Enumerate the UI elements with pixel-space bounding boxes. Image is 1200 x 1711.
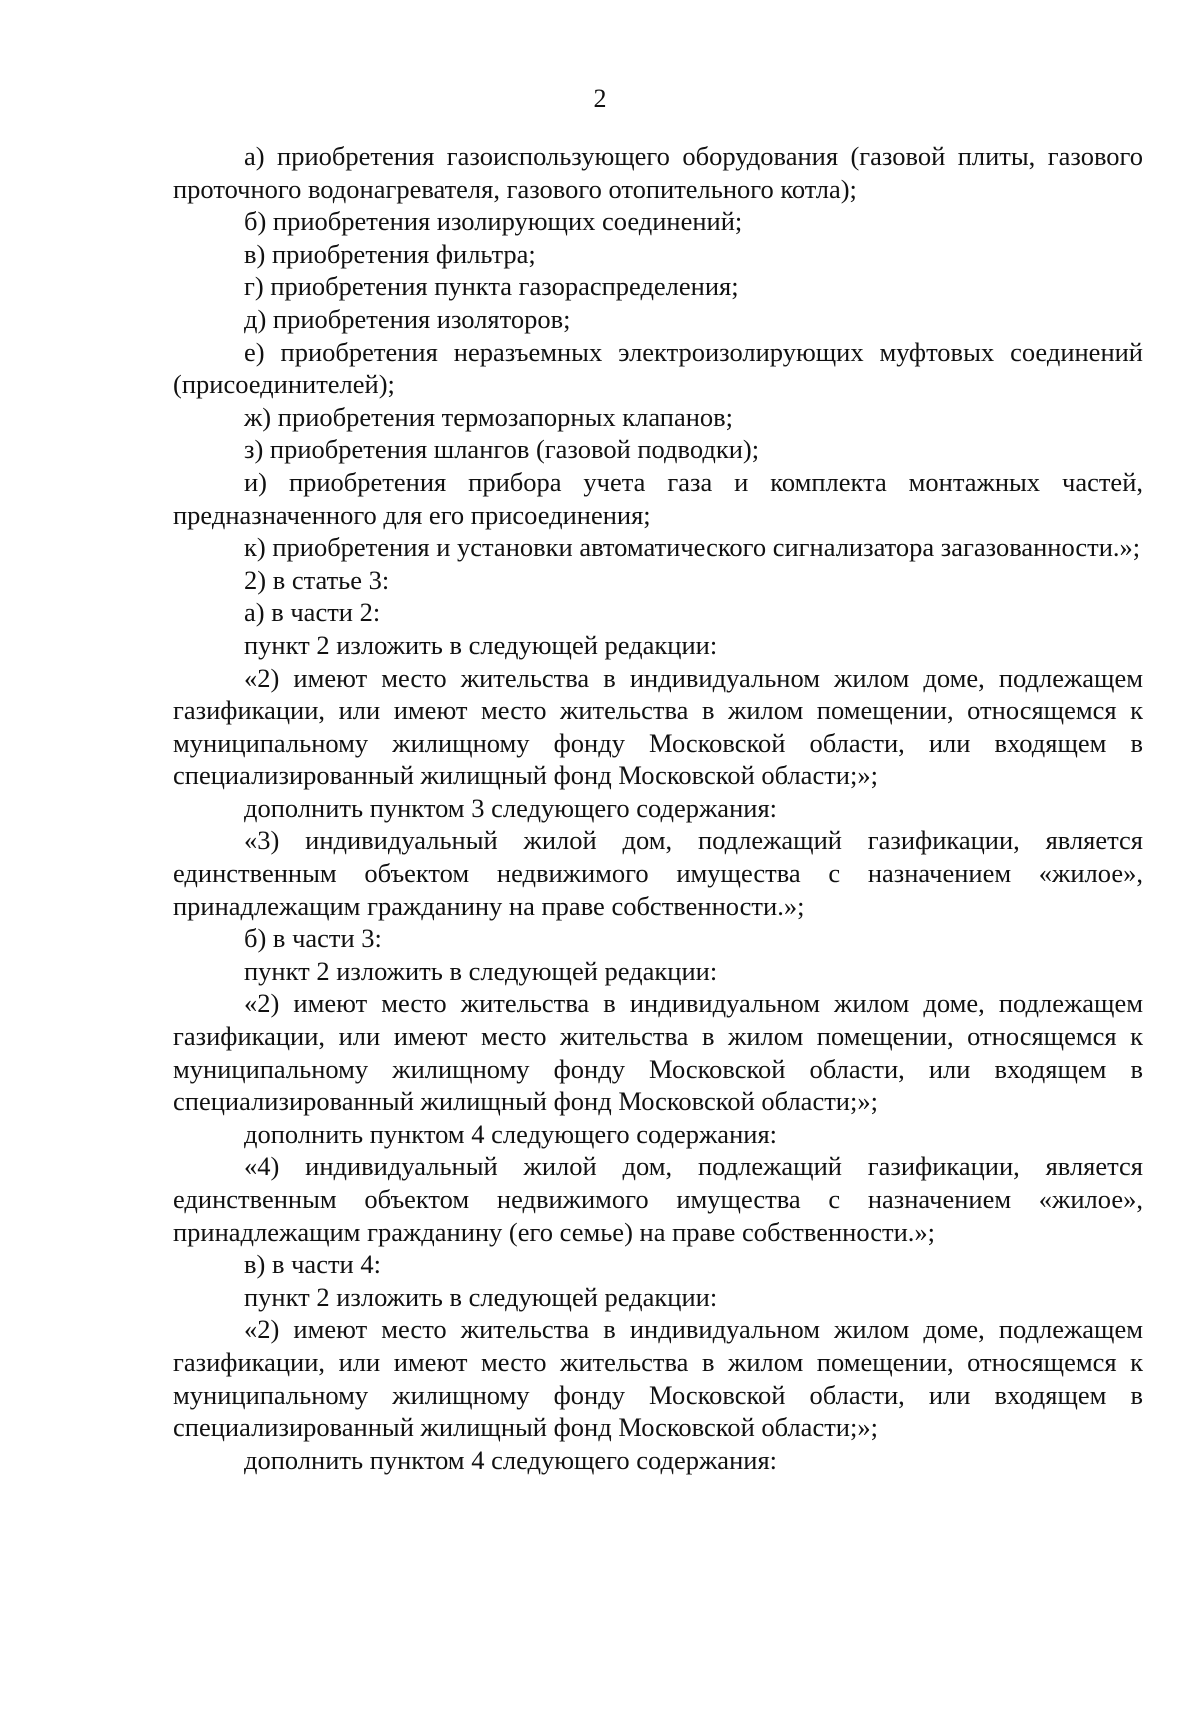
paragraph-item-k: к) приобретения и установки автоматического сигнализатора загазованности.»;	[244, 532, 1141, 563]
paragraph-part-4: в) в части 4:	[244, 1249, 381, 1280]
paragraph-item-v: в) приобретения фильтра;	[244, 238, 536, 269]
paragraph-instruction: пункт 2 изложить в следующей редакции:	[244, 1281, 718, 1312]
paragraph-instruction: пункт 2 изложить в следующей редакции:	[244, 629, 718, 660]
paragraph-part-3: б) в части 3:	[244, 923, 382, 954]
paragraph-item-i: и) приобретения прибора учета газа и комплекта монтажных частей, предназначенного для его присоединения;	[173, 466, 1143, 530]
paragraph-quoted-point: «2) имеют место жительства в индивидуальном жилом доме, подлежащем газификации, или имеют место жительства в жилом помещении, относящемся к муниципальному жилищному фонду Московской области, или входящем в специализированный жилищный фонд Московской области;»;	[173, 988, 1143, 1117]
document-body	[173, 140, 1143, 1476]
paragraph-instruction: пункт 2 изложить в следующей редакции:	[244, 955, 718, 986]
paragraph-item-d: д) приобретения изоляторов;	[244, 303, 571, 334]
paragraph-item-zh: ж) приобретения термозапорных клапанов;	[244, 401, 734, 432]
page-number: 2	[593, 84, 607, 113]
paragraph-part-2: а) в части 2:	[244, 597, 381, 628]
paragraph-article-3: 2) в статье 3:	[244, 564, 390, 595]
paragraph-instruction: дополнить пунктом 3 следующего содержания:	[244, 792, 777, 823]
paragraph-quoted-point: «4) индивидуальный жилой дом, подлежащий газификации, является единственным объектом недвижимого имущества с назначением «жилое», принадлежащим гражданину (его семье) на праве собственности.»;	[173, 1151, 1143, 1247]
paragraph-item-g: г) приобретения пункта газораспределения;	[244, 271, 739, 302]
paragraph-instruction: дополнить пунктом 4 следующего содержания:	[244, 1118, 777, 1149]
paragraph-item-b: б) приобретения изолирующих соединений;	[244, 206, 743, 237]
paragraph-instruction: дополнить пунктом 4 следующего содержания:	[244, 1444, 777, 1475]
paragraph-quoted-point: «2) имеют место жительства в индивидуальном жилом доме, подлежащем газификации, или имеют место жительства в жилом помещении, относящемся к муниципальному жилищному фонду Московской области, или входящем в специализированный жилищный фонд Московской области;»;	[173, 1314, 1143, 1443]
paragraph-quoted-point: «3) индивидуальный жилой дом, подлежащий газификации, является единственным объектом недвижимого имущества с назначением «жилое», принадлежащим гражданину на праве собственности.»;	[173, 825, 1143, 921]
paragraph-item-a: а) приобретения газоиспользующего оборудования (газовой плиты, газового проточного водонагревателя, газового отопительного котла);	[173, 141, 1143, 204]
paragraph-item-e: е) приобретения неразъемных электроизолирующих муфтовых соединений (присоединителей);	[173, 336, 1143, 400]
paragraph-item-z: з) приобретения шлангов (газовой подводки);	[244, 434, 760, 465]
paragraph-quoted-point: «2) имеют место жительства в индивидуальном жилом доме, подлежащем газификации, или имеют место жительства в жилом помещении, относящемся к муниципальному жилищному фонду Московской области, или входящем в специализированный жилищный фонд Московской области;»;	[173, 662, 1143, 791]
